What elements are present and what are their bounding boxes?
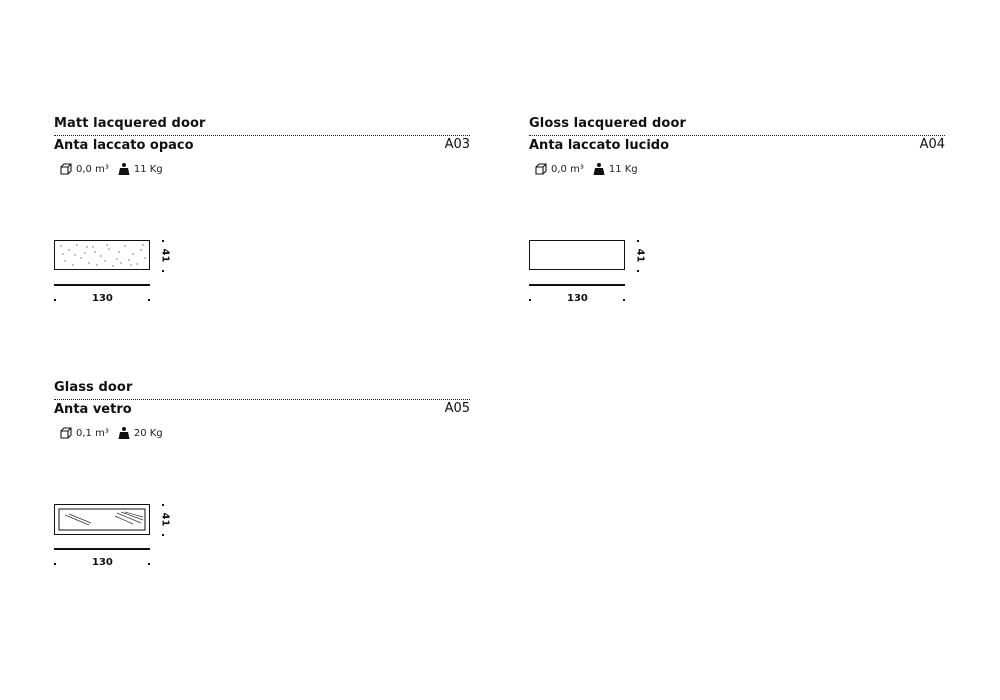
product-card-glass-door xyxy=(54,380,470,590)
width-dimension xyxy=(529,293,629,309)
width-bar xyxy=(529,284,625,286)
height-label: 41 xyxy=(159,512,171,527)
dotted-divider xyxy=(529,135,945,136)
weight-icon xyxy=(117,426,131,440)
dotted-divider xyxy=(54,135,470,136)
height-label: 41 xyxy=(634,248,646,263)
door-panel-gloss xyxy=(529,240,625,270)
box-icon xyxy=(534,162,548,176)
product-card-matt-door xyxy=(54,116,470,326)
title-italian: Anta vetro xyxy=(54,402,132,417)
height-dimension xyxy=(636,240,650,274)
door-panel-matt xyxy=(54,240,150,270)
title-italian: Anta laccato opaco xyxy=(54,138,194,153)
spec-row xyxy=(534,162,646,176)
width-label: 130 xyxy=(92,557,113,568)
title-english: Matt lacquered door xyxy=(54,116,206,131)
spec-row xyxy=(59,426,171,440)
height-dimension xyxy=(161,504,175,538)
dotted-divider xyxy=(54,399,470,400)
title-english: Glass door xyxy=(54,380,133,395)
width-bar xyxy=(54,548,150,550)
width-label: 130 xyxy=(92,293,113,304)
product-code: A04 xyxy=(919,137,945,152)
height-label: 41 xyxy=(159,248,171,263)
box-icon xyxy=(59,426,73,440)
weight-value: 11 Kg xyxy=(608,163,638,175)
volume-value: 0,0 m³ xyxy=(76,163,109,175)
width-dimension xyxy=(54,293,154,309)
door-panel-glass xyxy=(54,504,150,535)
height-dimension xyxy=(161,240,175,274)
product-code: A03 xyxy=(444,137,470,152)
weight-icon xyxy=(117,162,131,176)
product-code: A05 xyxy=(444,401,470,416)
spec-row xyxy=(59,162,171,176)
width-bar xyxy=(54,284,150,286)
title-italian: Anta laccato lucido xyxy=(529,138,670,153)
volume-value: 0,1 m³ xyxy=(76,427,109,439)
door-drawing xyxy=(54,240,184,320)
door-drawing xyxy=(54,504,184,584)
weight-value: 20 Kg xyxy=(133,427,163,439)
product-card-gloss-door xyxy=(529,116,945,326)
volume-value: 0,0 m³ xyxy=(551,163,584,175)
box-icon xyxy=(59,162,73,176)
width-label: 130 xyxy=(567,293,588,304)
weight-icon xyxy=(592,162,606,176)
door-drawing xyxy=(529,240,659,320)
width-dimension xyxy=(54,557,154,573)
title-english: Gloss lacquered door xyxy=(529,116,687,131)
weight-value: 11 Kg xyxy=(133,163,163,175)
